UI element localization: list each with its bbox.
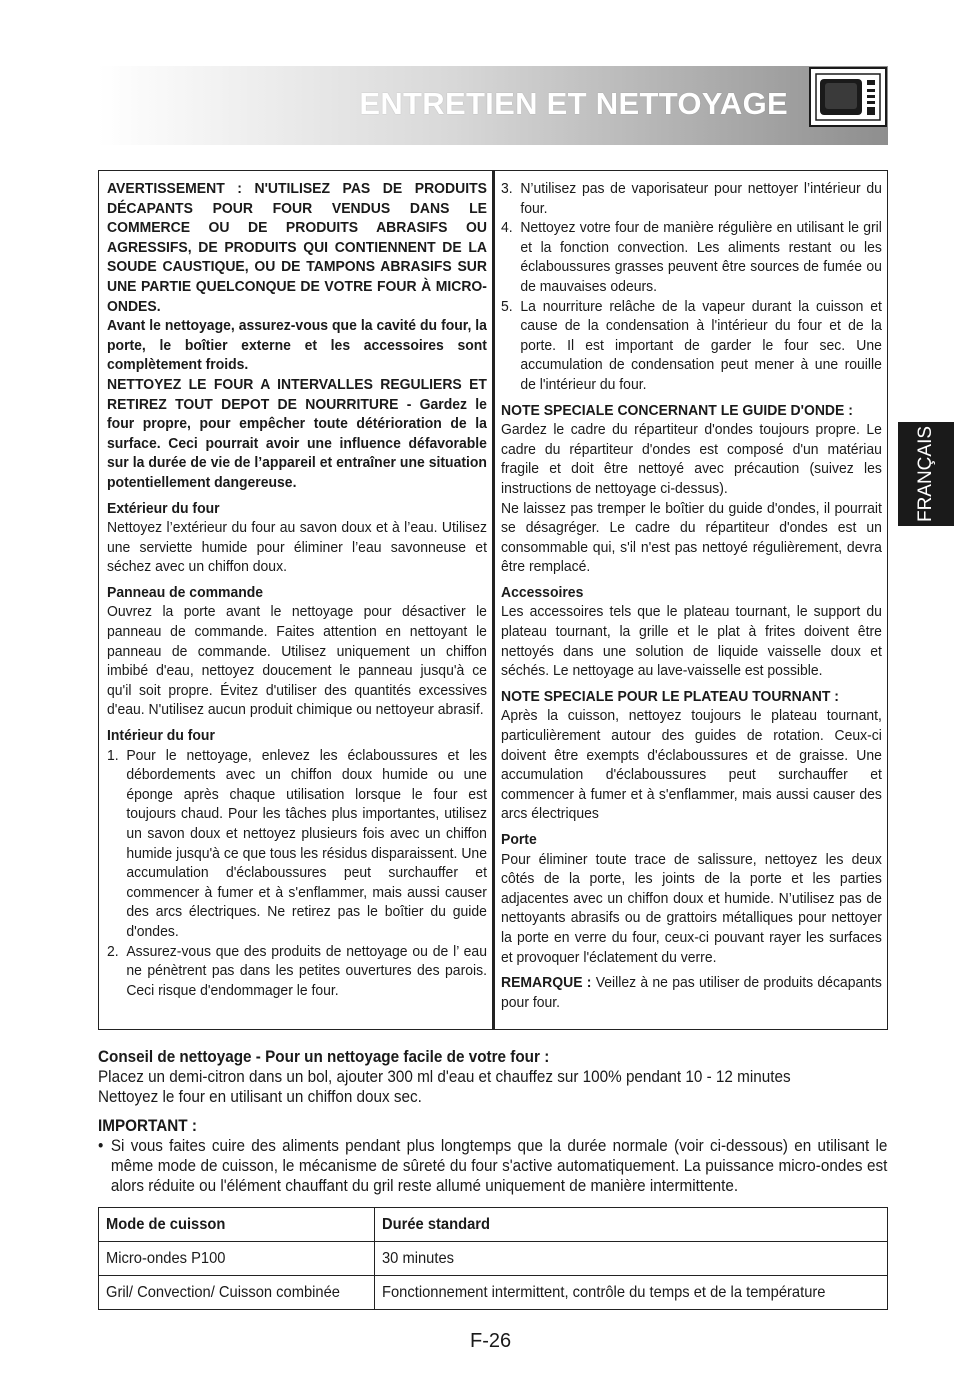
important-heading: IMPORTANT :: [98, 1116, 197, 1135]
bottom-section: [98, 1047, 888, 1196]
tip-heading: Conseil de nettoyage - Pour un nettoyage facile de votre four :: [98, 1047, 550, 1066]
accessories-heading: Accessoires: [501, 583, 584, 601]
tip-line-1: Placez un demi-citron dans un bol, ajouter 300 ml d'eau et chauffez sur 100% pendant 10 - 12 minutes: [98, 1067, 791, 1086]
waveguide-text-2: Ne laissez pas tremper le boîtier du guide d'ondes, il pourrait se désagréger. Le cadre du répartiteur d'ondes est un consommable qui, s'il n'est pas nettoyé régulièrement, devra être remplacé.: [501, 499, 882, 576]
before-cleaning-text: Avant le nettoyage, assurez-vous que la cavité du four, la porte, le boîtier externe et les accessoires sont complètement froids.: [107, 317, 487, 374]
important-text: Si vous faites cuire des aliments pendant plus longtemps que la durée normale (voir ci-dessous) en utilisant le même mode de cuisson, le mécanisme de sûreté du four s'active automatiquement. La puissance micro-ondes est alors réduite ou l'élément chauffant du gril reste allumé uniquement de manière intermittente.: [110, 1136, 888, 1195]
door-text: Pour éliminer toute trace de salissure, nettoyez les deux côtés de la porte, les joints de la porte et les parties adjacentes avec un chiffon doux et humide. N’utilisez pas de nettoyants abrasifs ou de grattoirs métalliques pour nettoyer la porte en verre du four, ceux-ci pouvant rayer les surfaces et provoquer l'éclatement du verre.: [501, 850, 882, 966]
waveguide-text: Gardez le cadre du répartiteur d'ondes toujours propre. Le cadre du répartiteur d'ondes est composé d'un matériau fragile et doit être nettoyé avec précaution (suivez les instructions de nettoyage ci-dessus).: [501, 421, 882, 497]
interior-heading: Intérieur du four: [107, 727, 215, 745]
important-bullet: • Si vous faites cuire des aliments pendant plus longtemps que la durée normale (voir ci-dessous) en utilisant le même mode de cuisson, le mécanisme de sûreté du four s'active automatiquement. La puissance micro-ondes est alors réduite ou l'élément chauffant du gril reste allumé uniquement de manière intermittente.: [98, 1136, 888, 1195]
tip-line-2: Nettoyez le four en utilisant un chiffon doux sec.: [98, 1087, 422, 1106]
remark-label: REMARQUE :: [501, 974, 592, 992]
table-header-row: [99, 1208, 888, 1242]
remark-text: Veillez à ne pas utiliser de produits décapants pour four.: [501, 974, 882, 1011]
table-cell: Gril/ Convection/ Cuisson combinée: [99, 1276, 375, 1310]
control-panel-heading: Panneau de commande: [107, 583, 264, 601]
exterior-text: Nettoyez l’extérieur du four au savon doux et à l’eau. Utilisez une serviette humide pour éliminer l’eau savonneuse et séchez avec un chiffon doux.: [107, 519, 487, 576]
table-header-cell: Durée standard: [375, 1208, 888, 1242]
table-header-cell: Mode de cuisson: [99, 1208, 375, 1242]
warning-text: AVERTISSEMENT : N'UTILISEZ PAS DE PRODUITS DÉCAPANTS POUR FOUR VENDUS DANS LE COMMERCE OU DE PRODUITS ABRASIFS OU AGRESSIFS, DE PRODUITS QUI CONTIENNENT DE LA SOUDE CAUSTIQUE, OU DE TAMPONS ABRASIFS SUR UNE PARTIE QUELCONQUE DE VOTRE FOUR À MICRO-ONDES.: [107, 180, 487, 315]
page-title: ENTRETIEN ET NETTOYAGE: [359, 86, 788, 121]
cooking-time-table: [98, 1207, 888, 1310]
column-divider: [492, 171, 495, 1029]
table-cell: Micro-ondes P100: [99, 1242, 375, 1276]
turntable-text: Après la cuisson, nettoyez toujours le plateau tournant, particulièrement autour des guides de rotation. Ceux-ci doivent être exempts d'éclaboussures et de graisse. Une accumulation d'éclaboussures peut surchauffer et commencer à fumer et à s'enflammer, mais aussi causer des arcs électriques: [501, 707, 882, 823]
control-panel-text: Ouvrez la porte avant le nettoyage pour désactiver le panneau de commande. Faites attention en nettoyant le panneau de commande. Utilisez uniquement un chiffon imbibé d'eau, nettoyez doucement le panneau jusqu'à ce qu'il soit propre. Évitez d'utiliser des quantités excessives d'eau. N'utilisez aucun produit chimique ou nettoyeur abrasif.: [107, 603, 487, 719]
microwave-oven-icon: [808, 66, 888, 128]
accessories-text: Les accessoires tels que le plateau tournant, le support du plateau tournant, la grille et le plat à frites doivent être nettoyés dans une solution de liquide vaisselle doux et séchés. Le nettoyage au lave-vaisselle est possible.: [501, 603, 882, 680]
regular-cleaning-text: NETTOYEZ LE FOUR A INTERVALLES REGULIERS ET RETIREZ TOUT DEPOT DE NOURRITURE - Gardez le four propre, pour empêcher toute détérioration de la surface. Ceci pourrait avoir une influence défavorable sur la durée de vie de l’appareil et entraîner une situation potentiellement dangereuse.: [107, 375, 487, 491]
list-item: 4. Nettoyez votre four de manière régulière en utilisant le gril et la fonction convection. Les aliments restant ou les éclaboussures grasses peuvent être sources de fumée ou de mauvaises odeurs.: [501, 219, 882, 295]
waveguide-heading: NOTE SPECIALE CONCERNANT LE GUIDE D'ONDE :: [501, 401, 853, 419]
list-item: 3. N’utilisez pas de vaporisateur pour nettoyer l’intérieur du four.: [501, 180, 882, 217]
left-column: [107, 179, 487, 1000]
list-item: 5. La nourriture relâche de la vapeur durant la cuisson et cause de la condensation à l'intérieur du four et de la porte. Il est important de garder le four sec. Une accumulation de condensation peut mener à une rouille de l'intérieur du four.: [501, 297, 882, 393]
language-label: FRANÇAIS: [915, 425, 936, 523]
table-row: [99, 1276, 888, 1310]
exterior-heading: Extérieur du four: [107, 499, 220, 517]
remark: [501, 973, 882, 1012]
page-number: F-26: [470, 1330, 512, 1352]
content-box: [98, 170, 888, 1030]
turntable-heading: NOTE SPECIALE POUR LE PLATEAU TOURNANT :: [501, 687, 839, 705]
list-item: 2. Assurez-vous que des produits de nettoyage ou de l’ eau ne pénètrent pas dans les petites ouvertures des parois. Ceci risque d'endommager le four.: [107, 942, 487, 999]
right-column: [501, 179, 882, 1012]
table-cell: 30 minutes: [375, 1242, 888, 1276]
interior-list-continued: [501, 179, 882, 395]
interior-list: [107, 746, 487, 1001]
language-tab: [898, 422, 954, 526]
list-item: 1. Pour le nettoyage, enlevez les éclaboussures et les débordements avec un chiffon doux humide ou une éponge après chaque utilisation lorsque le four est toujours chaud. Pour les tâches plus importantes, utilisez un savon doux et nettoyez plusieurs fois avec un chiffon humide jusqu'à ce que tous les résidus disparaissent. Une accumulation d'éclaboussures peut surchauffer et commencer à fumer et à s'enflammer, mais aussi causer des arcs électriques. Ne retirez pas le boîtier du guide d'ondes.: [107, 746, 487, 940]
table-cell: Fonctionnement intermittent, contrôle du temps et de la température: [375, 1276, 888, 1310]
door-heading: Porte: [501, 831, 537, 848]
page-header: [98, 66, 888, 145]
table-row: [99, 1242, 888, 1276]
